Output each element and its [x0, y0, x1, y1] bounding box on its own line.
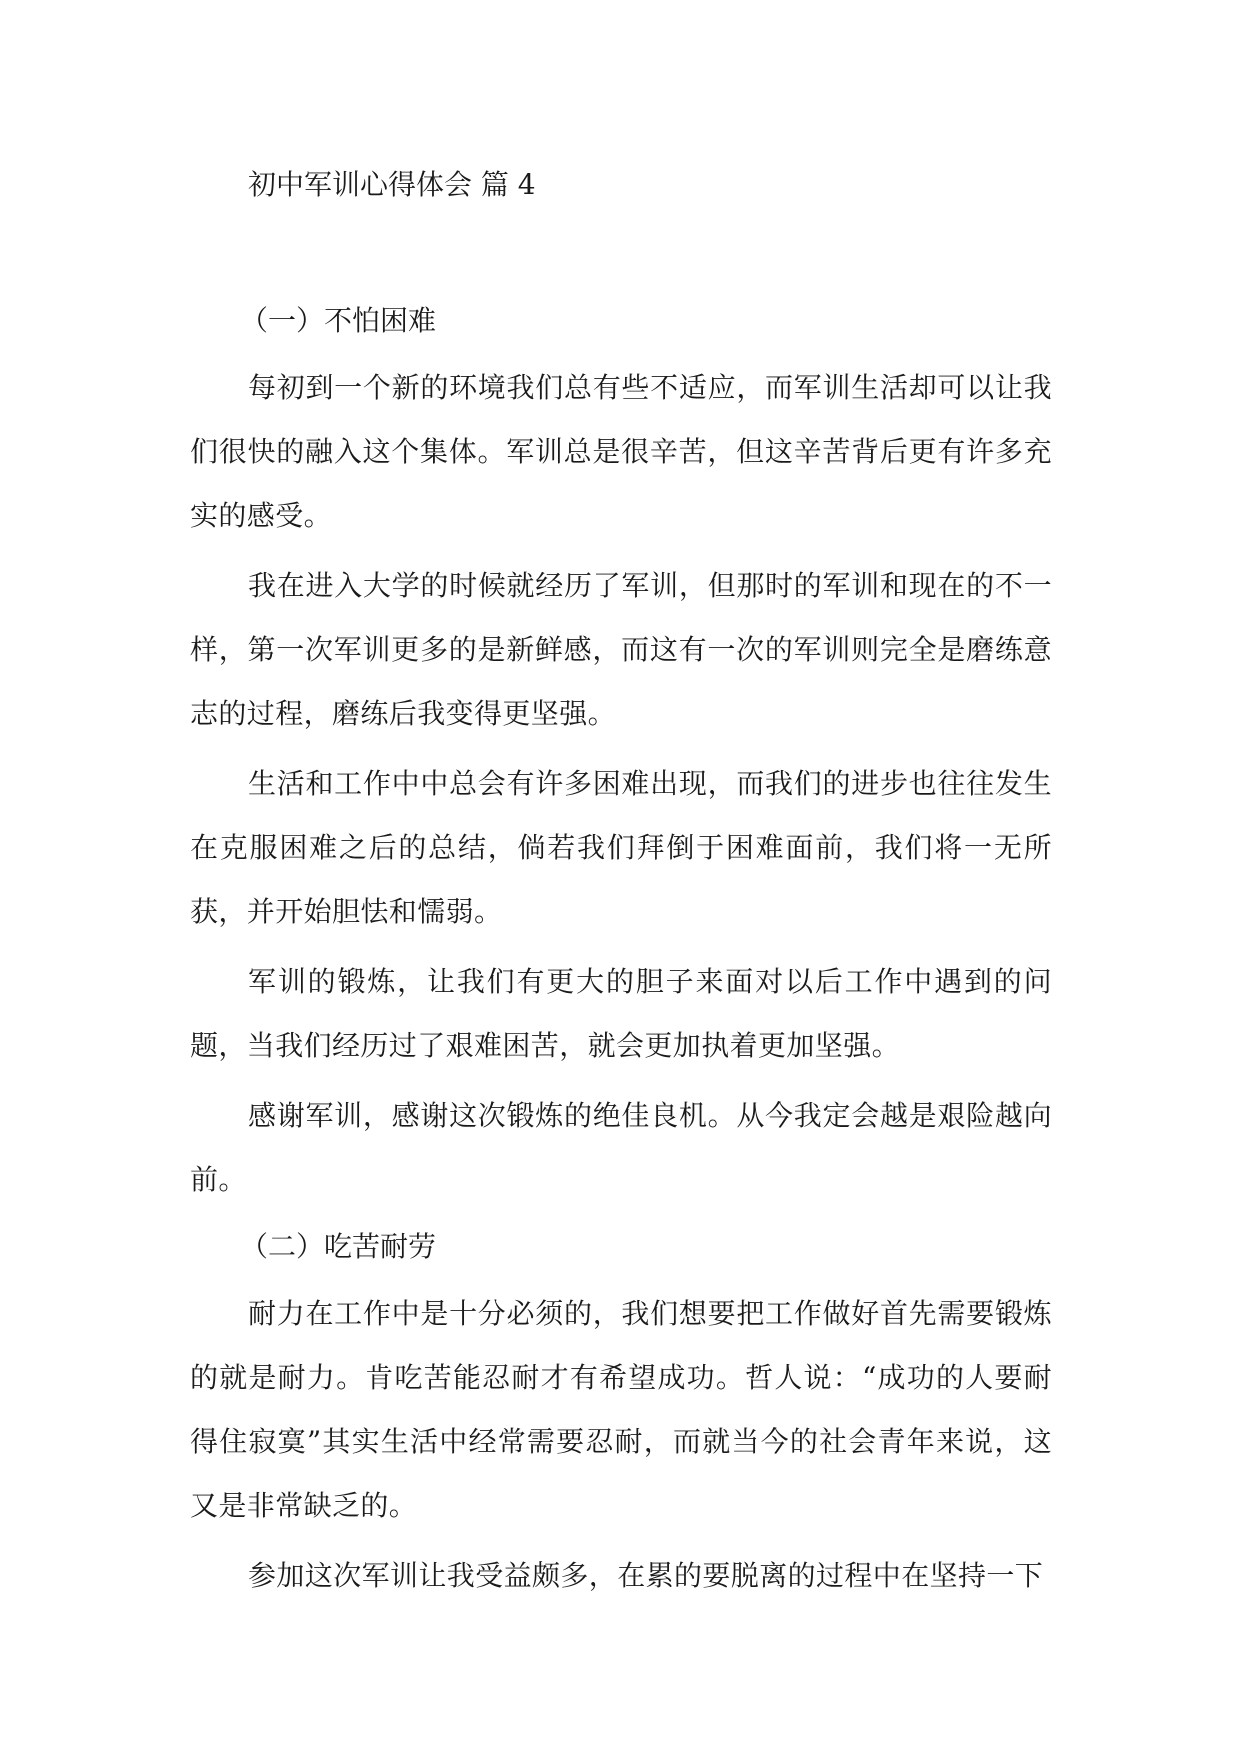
- paragraph: 军训的锻炼，让我们有更大的胆子来面对以后工作中遇到的问题，当我们经历过了艰难困苦，就会更加执着更加坚强。: [190, 965, 1052, 1062]
- paragraph: 生活和工作中中总会有许多困难出现，而我们的进步也往往发生在克服困难之后的总结，倘若我们拜倒于困难面前，我们将一无所获，并开始胆怯和懦弱。: [190, 767, 1052, 928]
- paragraph: 我在进入大学的时候就经历了军训，但那时的军训和现在的不一样，第一次军训更多的是新鲜感，而这有一次的军训则完全是磨练意志的过程，磨练后我变得更坚强。: [190, 569, 1052, 730]
- paragraph: 参加这次军训让我受益颇多，在累的要脱离的过程中在坚持一下: [248, 1559, 1044, 1592]
- paragraph: 感谢军训，感谢这次锻炼的绝佳良机。从今我定会越是艰险越向前。: [190, 1099, 1052, 1196]
- document-body: [190, 292, 1052, 1614]
- document-title: 初中军训心得体会 篇 4: [248, 168, 536, 201]
- section-heading: （二）吃苦耐劳: [240, 1230, 437, 1263]
- section-heading: （一）不怕困难: [240, 304, 437, 337]
- paragraph: 每初到一个新的环境我们总有些不适应，而军训生活却可以让我们很快的融入这个集体。军训总是很辛苦，但这辛苦背后更有许多充实的感受。: [190, 371, 1052, 532]
- paragraph: 耐力在工作中是十分必须的，我们想要把工作做好首先需要锻炼的就是耐力。肯吃苦能忍耐才有希望成功。哲人说：“成功的人要耐得住寂寞”其实生活中经常需要忍耐，而就当今的社会青年来说，这又是非常缺乏的。: [190, 1297, 1052, 1522]
